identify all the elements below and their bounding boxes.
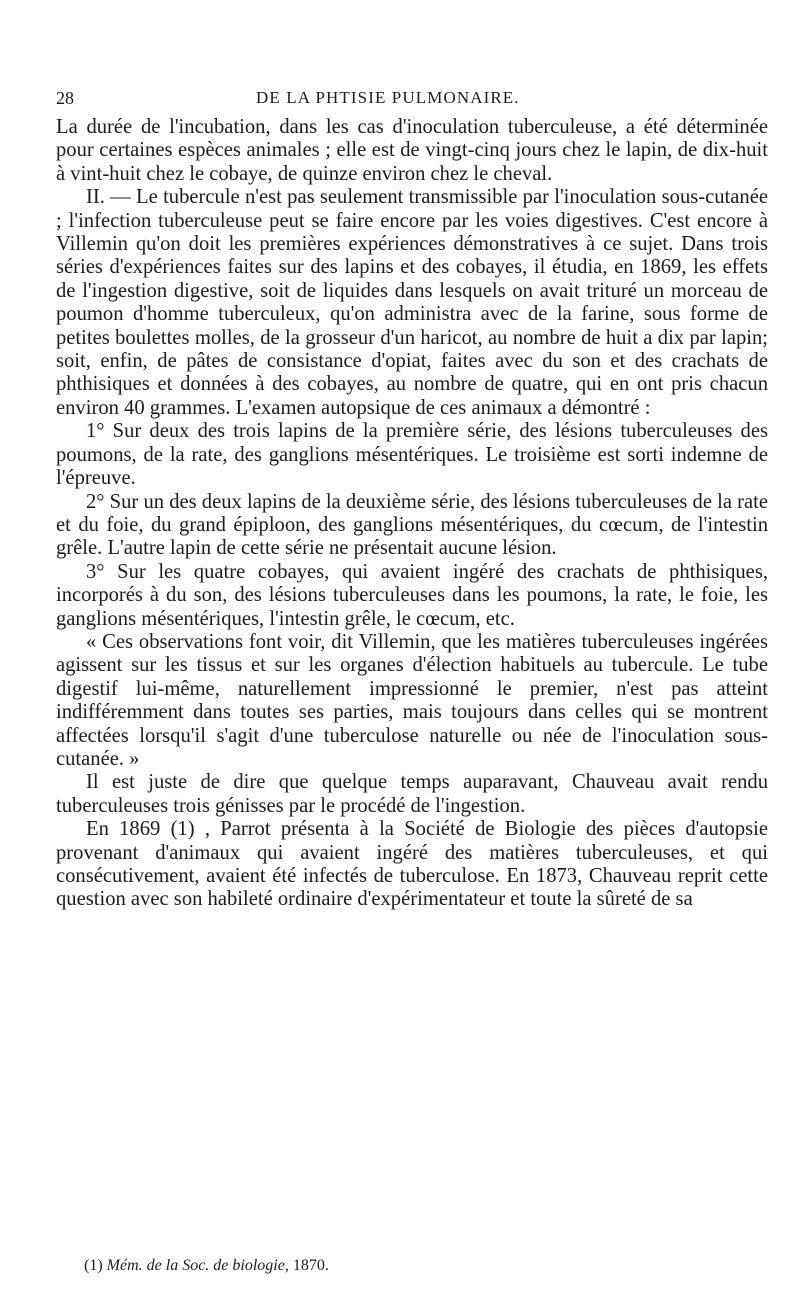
paragraph: « Ces observations font voir, dit Villemin, que les matières tuberculeuses ingérées agissent sur les tissus et sur les organes d'élection habituels au tubercule. Le tube digestif lui-même, naturellement impressionné le premier, n'est pas atteint indifféremment dans toutes ses parties, mais toujours dans celles qui se montrent affectées lorsqu'il s'agit d'une tuberculose naturelle ou née de l'inoculation sous-cutanée. » — [56, 630, 768, 770]
footnote-marker: (1) — [84, 1257, 103, 1274]
paragraph: 1° Sur deux des trois lapins de la première série, des lésions tuberculeuses des poumons, de la rate, des ganglions mésentériques. Le troisième est sorti indemne de l'épreuve. — [56, 420, 768, 490]
paragraph: La durée de l'incubation, dans les cas d'inoculation tuberculeuse, a été déterminée pour certaines espèces animales ; elle est de vingt-cinq jours chez le lapin, de dix-huit à vint-huit chez le cobaye, de quinze environ chez le cheval. — [56, 116, 768, 185]
footnote-source: Mém. de la Soc. de biologie, — [106, 1257, 289, 1274]
paragraph: En 1869 (1) , Parrot présenta à la Société de Biologie des pièces d'autopsie provenant d'animaux qui avaient ingéré des matières tuberculeuses, et qui consécutivement, avaient été infectés de tuberculose. En 1873, Chauveau reprit cette question avec son habileté ordinaire d'expérimentateur et toute la sûreté de sa — [56, 818, 768, 911]
running-title: DE LA PHTISIE PULMONAIRE. — [256, 88, 520, 107]
paragraph: 3° Sur les quatre cobayes, qui avaient ingéré des crachats de phthisiques, incorporés à du son, des lésions tuberculeuses dans les poumons, la rate, le foie, les ganglions mésentériques, l'intestin grêle, le cœcum, etc. — [56, 560, 768, 630]
paragraph: 2° Sur un des deux lapins de la deuxième série, des lésions tuberculeuses de la rate et du foie, du grand épiploon, des ganglions mésentériques, du cœcum, de l'intestin grêle. L'autre lapin de cette série ne présentait aucune lésion. — [56, 490, 768, 560]
page-number: 28 — [56, 88, 74, 108]
footnote — [84, 1257, 329, 1275]
footnote-year: 1870. — [292, 1257, 329, 1274]
body-text — [56, 116, 768, 912]
page-header — [56, 88, 768, 112]
paragraph: II. — Le tubercule n'est pas seulement transmissible par l'inoculation sous-cutanée ; l'infection tuberculeuse peut se faire encore par les voies digestives. C'est encore à Villemin qu'on doit les premières expériences démonstratives à ce sujet. Dans trois séries d'expériences faites sur des lapins et des cobayes, il étudia, en 1869, les effets de l'ingestion digestive, soit de liquides dans lesquels on avait trituré un morceau de poumon d'homme tuberculeux, qu'on administra avec de la farine, sous forme de petites boulettes molles, de la grosseur d'un haricot, au nombre de huit a dix par lapin; soit, enfin, de pâtes de consistance d'opiat, faites avec du son et des crachats de phthisiques et données à des cobayes, au nombre de quatre, qui en ont pris chacun environ 40 grammes. L'examen autopsique de ces animaux a démontré : — [56, 186, 768, 419]
paragraph: Il est juste de dire que quelque temps auparavant, Chauveau avait rendu tuberculeuses trois génisses par le procédé de l'ingestion. — [56, 771, 768, 817]
